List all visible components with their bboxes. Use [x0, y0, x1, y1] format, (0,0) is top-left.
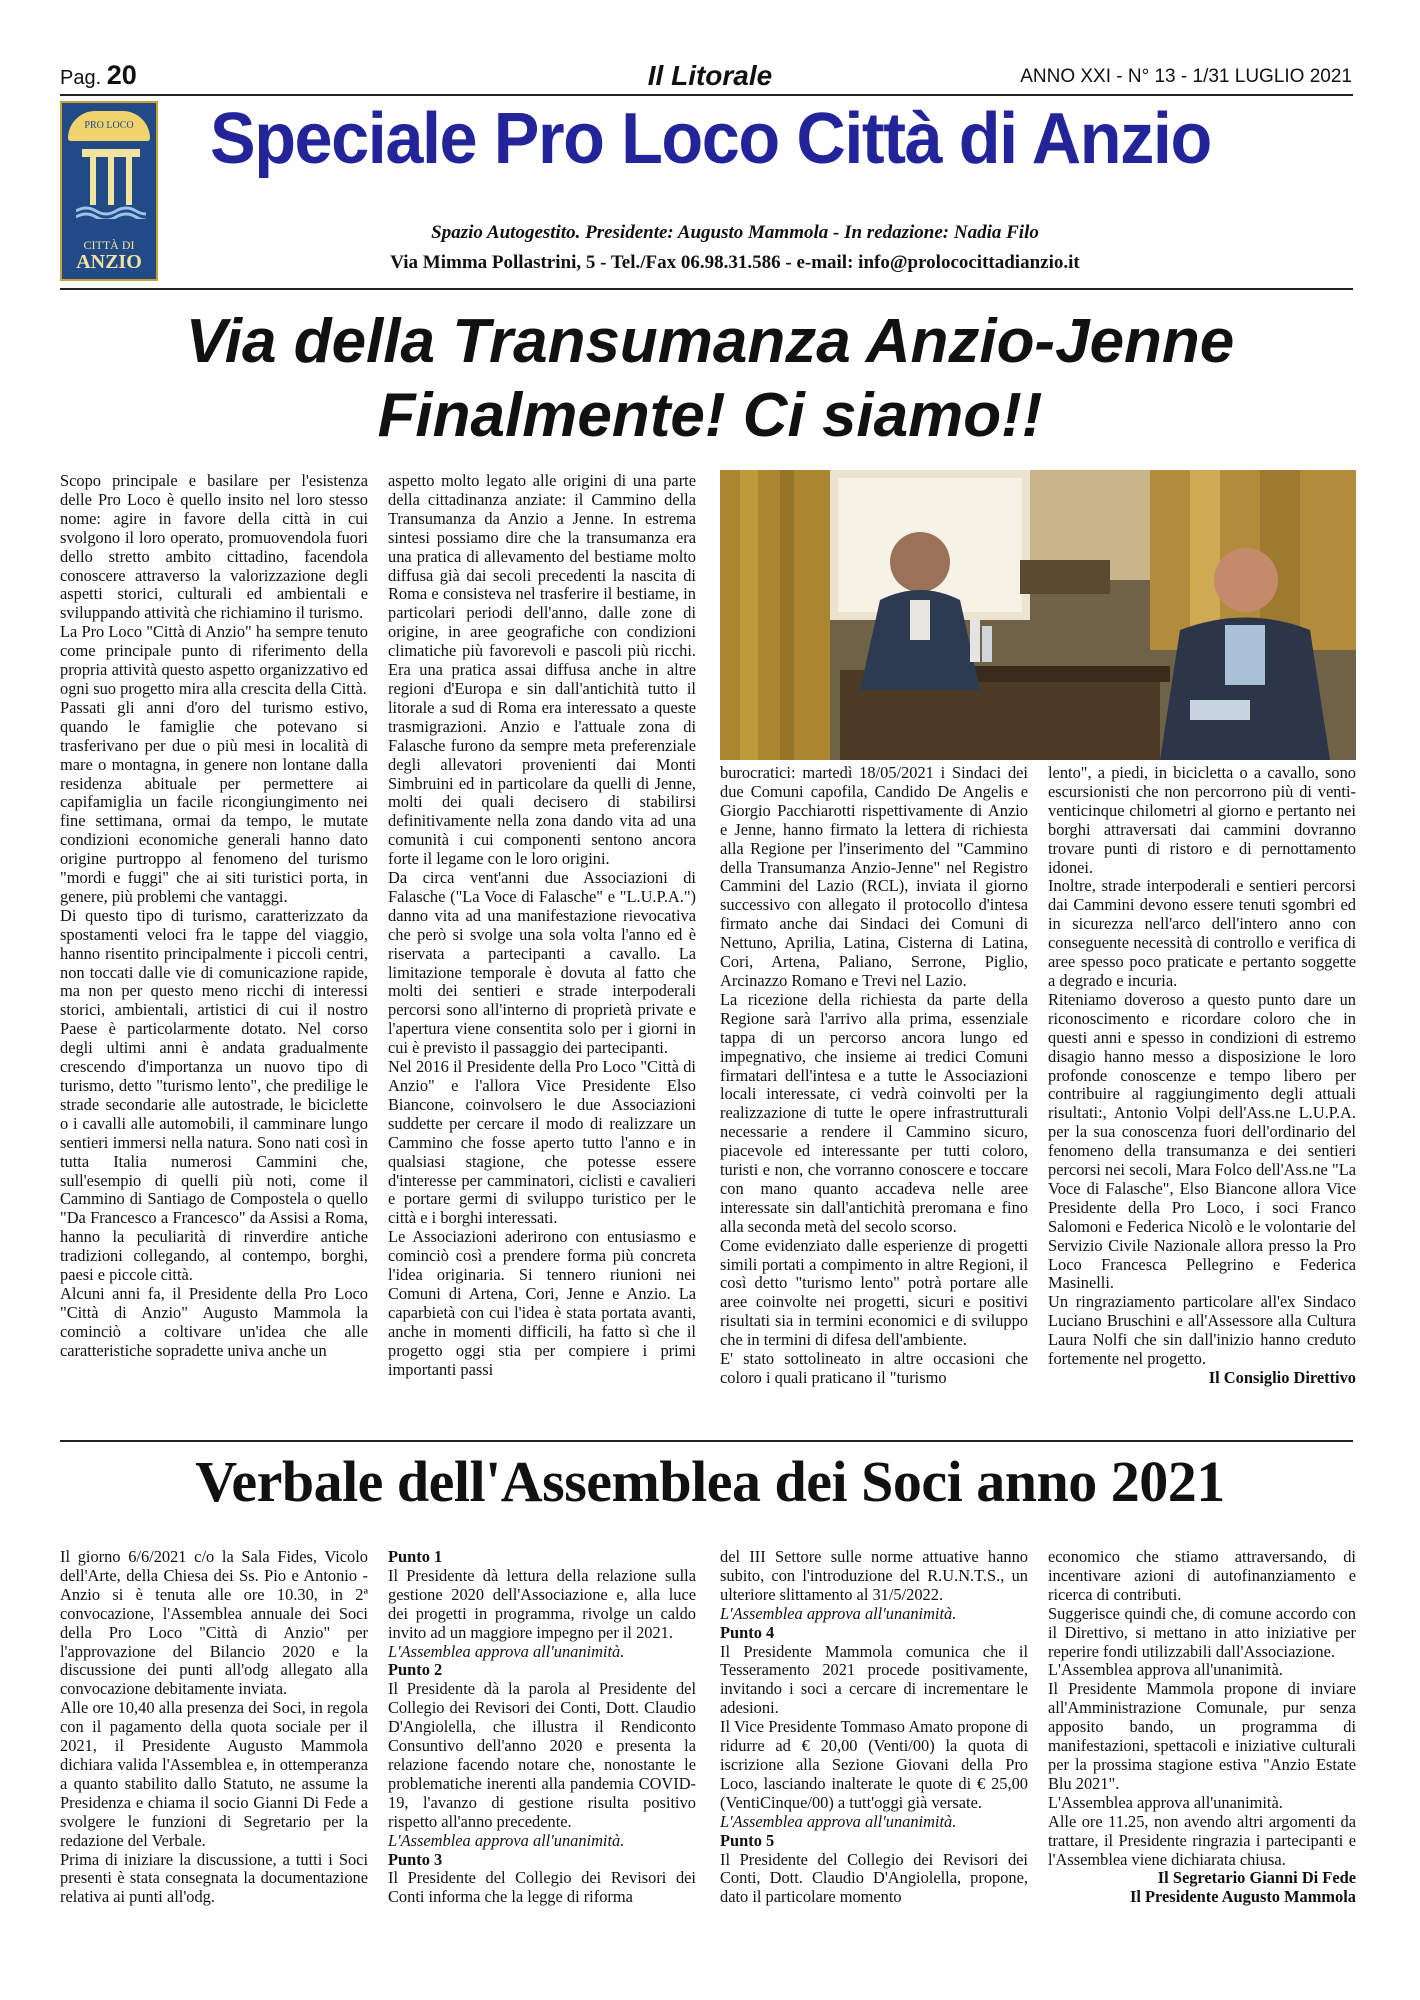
paragraph: burocratici: martedì 18/05/2021 i Sindaci dei due Comuni capofila, Candido De Angelis e Giorgio Pacchiarotti rispettivamente di Anzio e Jenne, hanno firmato la lettera di richiesta alla Regione per l'inserimento del "Cammino della Transumanza Anzio-Jenne" nel Registro Cammini del Lazio (RCL), inviata il giorno successivo con allegato il protocollo d'intesa firmato anche dai Sindaci dei Comuni di Nettuno, Aprilia, Latina, Cisterna di Latina, Cori, Artena, Paliano, Serrone, Piglio, Arcinazzo Romano e Trevi nel Lazio. — [720, 763, 1028, 990]
punto-4-title: Punto 4 — [720, 1622, 775, 1642]
paragraph: La Pro Loco "Città di Anzio" ha sempre tenuto come principale punto di riferimento della propria attività questo aspetto organizzativo ed ogni suo progetto mira alla crescita della Città. — [60, 622, 368, 698]
paragraph: Inoltre, strade interpoderali e sentieri percorsi dai Cammini devono essere tenuti sgombri ed in sicurezza nell'arco dell'intero anno con conseguente necessità di controllo e verifica di aree spesso poco praticate e pertanto soggette a degrado e incuria. — [1048, 876, 1356, 990]
paragraph: Le Associazioni aderirono con entusiasmo e cominciò così a prendere forma più concreta l'idea originaria. Si tennero riunioni nei Comuni di Artena, Cori, Jenne e Anzio. La caparbietà con cui l'idea è stata portata avanti, anche in momenti difficili, ha fatto sì che il progetto oggi stia per compiere i primi importanti passi — [388, 1227, 696, 1379]
paragraph: Alle ore 10,40 alla presenza dei Soci, in regola con il pagamento della quota sociale per il 2021, il Presidente Augusto Mammola dichiara valida l'Assemblea e, in ottemperanza a quanto stabilito dallo Statuto, ne assume la Presidenza e chiama il socio Gianni Di Fede a svolgere le funzioni di Segretario per la redazione del Verbale. — [60, 1698, 368, 1850]
section-divider — [60, 288, 1353, 290]
issue-info: ANNO XXI - N° 13 - 1/31 LUGLIO 2021 — [1020, 66, 1352, 87]
newspaper-name: Il Litorale — [647, 60, 773, 91]
paragraph: Alcuni anni fa, il Presidente della Pro Loco "Città di Anzio" Augusto Mammola la cominciò a coltivare un'idea che alle caratteristiche sopradette univa anche un — [60, 1283, 368, 1360]
article2-column-1 — [60, 1548, 368, 1907]
approval-note: L'Assemblea approva all'unanimità. — [720, 1811, 957, 1831]
article2-column-3 — [720, 1548, 1028, 1907]
paragraph: La ricezione della richiesta da parte della Regione sarà l'arrivo alla prima, essenziale tappa di un percorso ancora lungo ed impegnativo, che insieme ai tredici Comuni firmatari dell'intesa e a tutte le Associazioni locali interessate, ci vedrà coinvolti per la realizzazione di tutte le opere infrastrutturali necessarie a rendere il Cammino sicuro, piacevole ed interessante per tutti coloro, turisti e non, che vorranno conoscere e toccare con mano quanto accadeva nelle aree interessate sin dall'antichità preromana e fino alla seconda metà del secolo scorso. — [720, 989, 1028, 1236]
article2-column-2 — [388, 1548, 696, 1907]
punto-5-title: Punto 5 — [720, 1830, 775, 1850]
president-signature: Il Presidente Augusto Mammola — [1130, 1887, 1356, 1907]
paragraph: Il Presidente del Collegio dei Revisori dei Conti informa che la legge di riforma — [388, 1868, 696, 1907]
paragraph: Nel 2016 il Presidente della Pro Loco "Città di Anzio" e l'allora Vice Presidente Elso Biancone, coinvolsero le due Associazioni suddette per cercare il modo di realizzare un Cammino che fosse aperto tutto l'anno e in qualsiasi stagione, che potesse essere d'interesse per camminatori, ciclisti e cavalieri e portare germi di sviluppo turistico per le città e i borghi interessati. — [388, 1057, 696, 1228]
paragraph: Il Presidente Mammola propone di inviare all'Amministrazione Comunale, pur senza apposito bando, un programma di manifestazioni, spettacoli e iniziative culturali per la prossima stagione estiva "Anzio Estate Blu 2021". — [1048, 1679, 1356, 1793]
punto-2-title: Punto 2 — [388, 1660, 443, 1680]
paragraph: Il Presidente del Collegio dei Revisori dei Conti, Dott. Claudio D'Angiolella, propone, dato il particolare momento — [720, 1849, 1028, 1907]
approval-note: L'Assemblea approva all'unanimità. — [388, 1641, 625, 1661]
paragraph: Passati gli anni d'oro del turismo estivo, quando le famiglie che potevano si trasferivano per due o più mesi in località di mare o montagna, in genere non lontane dalla residenza abituale per permettere ai capifamiglia un facile ricongiungimento nei fine settimana, ormai da tempo, le mutate condizioni economiche generali hanno dato origine purtroppo al fenomeno del turismo "mordi e fuggi" che ai siti turistici porta, in genere, più problemi che vantaggi. — [60, 697, 368, 906]
editorial-line: Spazio Autogestito. Presidente: Augusto Mammola - In redazione: Nadia Filo — [431, 222, 1039, 243]
paragraph: Un ringraziamento particolare all'ex Sindaco Luciano Bruschini e all'Assessore alla Cultura Laura Nolfi che sin dall'inizio hanno creduto fortemente nel progetto. — [1048, 1292, 1356, 1369]
article-divider — [60, 1440, 1353, 1442]
column-icon — [76, 147, 146, 219]
paragraph: Il Presidente Mammola comunica che il Tesseramento 2021 procede positivamente, invitando i soci a cercare di incrementare le adesioni. — [720, 1641, 1028, 1718]
paragraph: del III Settore sulle norme attuative hanno subito, con l'introduzione del R.U.N.T.S., un ulteriore slittamento al 31/5/2022. — [720, 1547, 1028, 1604]
page-number: Pag. 20 — [60, 60, 137, 90]
meeting-photo-illustration — [720, 470, 1356, 760]
article1-column-4 — [1048, 764, 1356, 1388]
article2-column-4 — [1048, 1548, 1356, 1907]
article-headline: Via della Transumanza Anzio-Jenne Finalmente! Ci siamo!! — [185, 307, 1235, 450]
paragraph: aspetto molto legato alle origini di una parte della cittadinanza anziate: il Cammino della Transumanza da Anzio a Jenne. In estrema sintesi possiamo dire che la transumanza era una pratica di allevamento del bestiame molto diffusa già dai secoli precedenti la nascita di Roma e consisteva nel trasferire il bestiame, in particolari periodi dell'anno, dalle zone di origine, in aree geografiche con condizioni climatiche più favorevoli e pascoli più ricchi. Era una pratica assai diffusa anche in altre regioni d'Europa e sin dall'antichità tutto il litorale a sud di Roma era interessato a queste trasmigrazioni. Anzio e l'attuale zona di Falasche furono da sempre meta preferenziale degli allevatori provenienti dai Monti Simbruini ed in particolare da quelli di Jenne, molti dei quali decisero di stabilirsi definitivamente nella zona dando vita ad una comunità i cui componenti sentono ancora forte il legame con le loro origini. — [388, 471, 696, 869]
secretary-signature: Il Segretario Gianni Di Fede — [1157, 1868, 1356, 1888]
header-divider — [60, 94, 1353, 96]
article1-column-3 — [720, 764, 1028, 1388]
article-photo — [720, 470, 1356, 760]
punto-1-title: Punto 1 — [388, 1547, 443, 1566]
paragraph: E' stato sottolineato in altre occasioni che coloro i quali praticano il "turismo — [720, 1349, 1028, 1387]
paragraph: L'Assemblea approva all'unanimità. — [1048, 1792, 1283, 1812]
paragraph: Riteniamo doveroso a questo punto dare un riconoscimento e ricordare coloro che in questi anni e spesso in condizioni di estremo disagio hanno messo a disposizione le loro profonde conoscenze e tempo libero per contribuire al raggiungimento degli attuali risultati:, Antonio Volpi dell'Ass.ne L.U.P.A. per la sua conoscenza fuori dell'ordinario del fenomeno della transumanza e dei sentieri percorsi nei secoli, Mara Folco dell'Ass.ne "La Voce di Falasche", Elso Biancone allora Vice Presidente della Pro Loco, i soci Franco Salomoni e Federica Nicolò e le volontarie del Servizio Civile Nazionale allora presso la Pro Loco Francesca Pellegrino e Federica Masinelli. — [1048, 989, 1356, 1293]
approval-note: L'Assemblea approva all'unanimità. — [388, 1830, 625, 1850]
logo-bottom-text: CITTÀ DI ANZIO — [76, 238, 142, 273]
paragraph: Il Vice Presidente Tommaso Amato propone di ridurre ad € 20,00 (Venti/00) la quota di iscrizione alla Sezione Giovani della Pro Loco, lasciando inalterate le quote di € 25,00 (VentiCinque/00) a tutt'oggi già versate. — [720, 1717, 1028, 1812]
paragraph: L'Assemblea approva all'unanimità. — [1048, 1660, 1283, 1680]
logo-top-text: PRO LOCO — [68, 111, 150, 141]
approval-note: L'Assemblea approva all'unanimità. — [720, 1603, 957, 1623]
punto-3-title: Punto 3 — [388, 1849, 443, 1869]
paragraph: Alle ore 11.25, non avendo altri argomenti da trattare, il Presidente ringrazia i partecipanti e l'Assemblea viene dichiarata chiusa. — [1048, 1811, 1356, 1869]
paragraph: Da circa vent'anni due Associazioni di Falasche ("La Voce di Falasche" e "L.U.P.A.") danno vita ad una manifestazione rievocativa che però si svolge una sola volta l'anno ed è riservata a partecipanti a cavallo. La limitazione temporale è dovuta al fatto che molti dei sentieri e strade interpoderali percorsi sono all'interno di proprietà private e l'apertura viene consentita solo per i giorni in cui è previsto il passaggio dei partecipanti. — [388, 868, 696, 1058]
article1-column-2 — [388, 472, 696, 1380]
paragraph: Prima di iniziare la discussione, a tutti i Soci presenti è stata consegnata la documentazione relativa ai punti all'odg. — [60, 1849, 368, 1907]
contact-line: Via Mimma Pollastrini, 5 - Tel./Fax 06.98.31.586 - e-mail: info@prolococittadianzio.it — [390, 252, 1080, 273]
verbale-headline: Verbale dell'Assemblea dei Soci anno 2021 — [195, 1449, 1225, 1514]
article1-column-1 — [60, 472, 368, 1361]
section-title: Speciale Pro Loco Città di Anzio — [210, 99, 1211, 179]
paragraph: Come evidenziato dalle esperienze di progetti simili portati a compimento in altre Regioni, il così detto "turismo lento" potrà portare alle aree coinvolte nei progetti, sicuri e positivi risultati sia in termini economici e di sviluppo che in termini di difesa dell'ambiente. — [720, 1235, 1028, 1350]
paragraph: Suggerisce quindi che, di comune accordo con il Direttivo, si mettano in atto iniziative per reperire fondi utilizzabili dall'Associazione. — [1048, 1603, 1356, 1661]
paragraph: Il Presidente dà la parola al Presidente del Collegio dei Revisori dei Conti, Dott. Claudio D'Angiolella, che illustra il Rendiconto Consuntivo dell'anno 2020 e presenta la relazione facendo notare che, nonostante le problematiche inerenti alla pandemia COVID-19, l'avanzo di gestione risulta positivo rispetto all'anno precedente. — [388, 1679, 696, 1831]
paragraph: lento", a piedi, in bicicletta o a cavallo, sono escursionisti che non percorrono più di venti-venticinque chilometri al giorno e pertanto nei borghi attraversati dai cammini dovranno trovare punti di ristoro e di pernottamento idonei. — [1048, 763, 1356, 877]
paragraph: economico che stiamo attraversando, di incentivare azioni di autofinanziamento e ricerca di contributi. — [1048, 1547, 1356, 1604]
pro-loco-logo — [60, 101, 158, 281]
paragraph: Il Presidente dà lettura della relazione sulla gestione 2020 dell'Associazione e, alla luce dei progetti in programma, rivolge un caldo invito ad un maggiore impegno per il 2021. — [388, 1565, 696, 1642]
paragraph: Di questo tipo di turismo, caratterizzato da spostamenti veloci fra le tappe del viaggio, hanno risentito principalmente i piccoli centri, non toccati dalle vie di comunicazione rapide, ma non per questo meno ricchi di interessi storici, ambientali, artistici di cui il nostro Paese è particolarmente dotato. Nel corso degli ultimi anni è andata gradualmente crescendo d'importanza un nuovo tipo di turismo, detto "turismo lento", che predilige le strade secondarie alle autostrade, le biciclette o i cavalli alle automobili, il camminare lungo sentieri immersi nella natura. Sono nati così in tutta Italia numerosi Cammini che, sull'esempio di quelli più noti, come il Cammino di Santiago de Compostela o quello "Da Francesco a Francesco" da Assisi a Roma, hanno la peculiarità di rinverdire antiche tradizioni collegando, al contempo, borghi, paesi e piccole città. — [60, 905, 368, 1285]
article1-signature: Il Consiglio Direttivo — [1208, 1368, 1356, 1387]
paragraph: Scopo principale e basilare per l'esistenza delle Pro Loco è quello insito nel loro stesso nome: agire in favore della città in cui svolgono il loro operato, promuovendola fuori dello stretto ambito cittadino, facendola conoscere attraverso la valorizzazione degli aspetti storici, culturali ed ambientali e sviluppando attività che richiamino il turismo. — [60, 471, 368, 623]
section-info — [160, 218, 1310, 278]
paragraph: Il giorno 6/6/2021 c/o la Sala Fides, Vicolo dell'Arte, della Chiesa dei Ss. Pio e Antonio - Anzio si è tenuta alle ore 10.30, in 2ª convocazione, l'Assemblea annuale dei Soci della Pro Loco "Città di Anzio" per l'approvazione del Bilancio 2020 e la discussione dei punti all'odg allegato alla convocazione debitamente inviata. — [60, 1547, 368, 1699]
